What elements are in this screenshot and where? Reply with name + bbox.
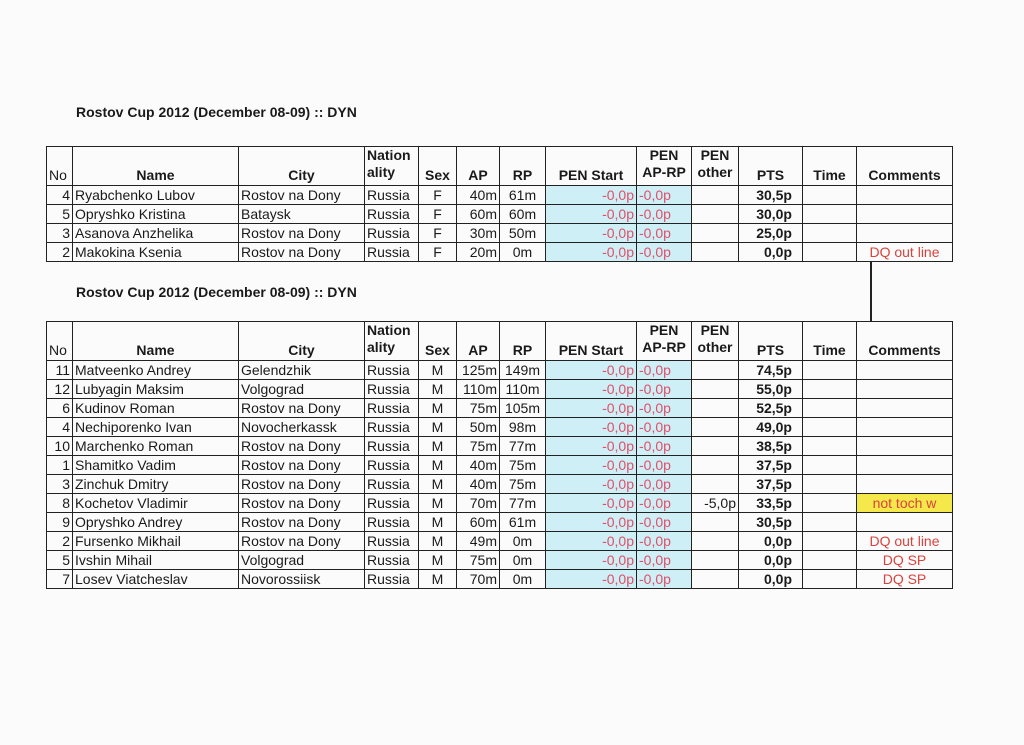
- comment: [857, 475, 953, 494]
- header-nationality-text-2: ality: [367, 164, 396, 180]
- realized-performance: 75m: [500, 475, 546, 494]
- row-number: 7: [47, 570, 73, 589]
- row-number: 5: [47, 205, 73, 224]
- time: [803, 380, 857, 399]
- header-no-text-1: No: [49, 342, 67, 358]
- section-title-men: Rostov Cup 2012 (December 08-09) :: DYN: [76, 284, 357, 300]
- penalty-other: [692, 380, 739, 399]
- athlete-name: Asanova Anzhelika: [73, 224, 239, 243]
- athlete-nationality: Russia: [365, 513, 419, 532]
- points: 0,0p: [739, 570, 803, 589]
- realized-performance: 110m: [500, 380, 546, 399]
- athlete-nationality: Russia: [365, 399, 419, 418]
- realized-performance: 0m: [500, 532, 546, 551]
- penalty-other: [692, 243, 739, 262]
- header-time-text-1: Time: [813, 167, 846, 183]
- header-no: [47, 147, 73, 186]
- header-pen-start-text-1: PEN Start: [558, 167, 624, 183]
- row-number: 5: [47, 551, 73, 570]
- header-row: [47, 322, 953, 361]
- row-number: 4: [47, 418, 73, 437]
- penalty-start: -0,0p: [546, 437, 637, 456]
- penalty-other: -5,0p: [692, 494, 739, 513]
- athlete-city: Novorossiisk: [239, 570, 365, 589]
- comment: DQ SP: [857, 551, 953, 570]
- athlete-nationality: Russia: [365, 475, 419, 494]
- table-row: [47, 532, 953, 551]
- athlete-name: Matveenko Andrey: [73, 361, 239, 380]
- athlete-sex: F: [419, 186, 457, 205]
- athlete-name: Fursenko Mikhail: [73, 532, 239, 551]
- table-row: [47, 456, 953, 475]
- points: 30,5p: [739, 513, 803, 532]
- table-row: [47, 205, 953, 224]
- athlete-nationality: Russia: [365, 418, 419, 437]
- header-no: [47, 322, 73, 361]
- header-pen-other: [692, 147, 739, 186]
- penalty-start: -0,0p: [546, 456, 637, 475]
- penalty-other: [692, 551, 739, 570]
- points: 30,5p: [739, 186, 803, 205]
- penalty-ap-rp: -0,0p: [637, 532, 692, 551]
- header-sex: [419, 322, 457, 361]
- athlete-sex: M: [419, 532, 457, 551]
- table-row: [47, 570, 953, 589]
- comment: DQ SP: [857, 570, 953, 589]
- penalty-other: [692, 513, 739, 532]
- realized-performance: 149m: [500, 361, 546, 380]
- athlete-sex: M: [419, 380, 457, 399]
- time: [803, 205, 857, 224]
- header-pen-start: [546, 147, 637, 186]
- athlete-city: Rostov na Dony: [239, 494, 365, 513]
- athlete-city: Rostov na Dony: [239, 532, 365, 551]
- header-pen-ap-rp-text-1: PEN: [649, 147, 679, 163]
- points: 0,0p: [739, 532, 803, 551]
- comment: [857, 224, 953, 243]
- announced-performance: 75m: [457, 437, 500, 456]
- realized-performance: 50m: [500, 224, 546, 243]
- header-sex-text-1: Sex: [425, 167, 450, 183]
- header-time-text-1: Time: [813, 342, 846, 358]
- header-rp: [500, 322, 546, 361]
- row-number: 12: [47, 380, 73, 399]
- realized-performance: 77m: [500, 494, 546, 513]
- announced-performance: 30m: [457, 224, 500, 243]
- comment: [857, 186, 953, 205]
- athlete-name: Lubyagin Maksim: [73, 380, 239, 399]
- time: [803, 243, 857, 262]
- athlete-city: Rostov na Dony: [239, 456, 365, 475]
- header-pen-ap-rp: [637, 147, 692, 186]
- penalty-start: -0,0p: [546, 243, 637, 262]
- header-time: [803, 322, 857, 361]
- table-row: [47, 361, 953, 380]
- comment: DQ out line: [857, 243, 953, 262]
- header-pen-ap-rp: [637, 322, 692, 361]
- penalty-other: [692, 186, 739, 205]
- table-row: [47, 243, 953, 262]
- header-time: [803, 147, 857, 186]
- header-name-text-1: Name: [136, 342, 175, 358]
- results-table-men: [46, 321, 953, 589]
- realized-performance: 0m: [500, 243, 546, 262]
- header-pen-ap-rp-text-2: AP-RP: [642, 164, 686, 180]
- time: [803, 437, 857, 456]
- announced-performance: 40m: [457, 456, 500, 475]
- header-no-text-1: No: [49, 167, 67, 183]
- athlete-nationality: Russia: [365, 205, 419, 224]
- time: [803, 456, 857, 475]
- header-pen-other-text-1: PEN: [700, 322, 730, 338]
- announced-performance: 75m: [457, 399, 500, 418]
- athlete-sex: F: [419, 243, 457, 262]
- penalty-other: [692, 475, 739, 494]
- penalty-other: [692, 532, 739, 551]
- points: 49,0p: [739, 418, 803, 437]
- athlete-sex: F: [419, 224, 457, 243]
- penalty-ap-rp: -0,0p: [637, 224, 692, 243]
- header-rp: [500, 147, 546, 186]
- announced-performance: 110m: [457, 380, 500, 399]
- row-number: 3: [47, 475, 73, 494]
- row-number: 2: [47, 243, 73, 262]
- realized-performance: 0m: [500, 570, 546, 589]
- penalty-other: [692, 399, 739, 418]
- penalty-ap-rp: -0,0p: [637, 456, 692, 475]
- athlete-nationality: Russia: [365, 243, 419, 262]
- athlete-city: Rostov na Dony: [239, 224, 365, 243]
- athlete-city: Gelendzhik: [239, 361, 365, 380]
- header-city: [239, 322, 365, 361]
- athlete-sex: F: [419, 205, 457, 224]
- athlete-name: Opryshko Kristina: [73, 205, 239, 224]
- athlete-sex: M: [419, 361, 457, 380]
- announced-performance: 70m: [457, 570, 500, 589]
- row-number: 3: [47, 224, 73, 243]
- row-number: 6: [47, 399, 73, 418]
- points: 0,0p: [739, 243, 803, 262]
- header-name-text-1: Name: [136, 167, 175, 183]
- athlete-name: Ryabchenko Lubov: [73, 186, 239, 205]
- realized-performance: 60m: [500, 205, 546, 224]
- athlete-name: Kudinov Roman: [73, 399, 239, 418]
- header-nationality: [365, 147, 419, 186]
- header-pen-ap-rp-text-2: AP-RP: [642, 339, 686, 355]
- athlete-name: Nechiporenko Ivan: [73, 418, 239, 437]
- athlete-city: Novocherkassk: [239, 418, 365, 437]
- announced-performance: 125m: [457, 361, 500, 380]
- header-nationality: [365, 322, 419, 361]
- athlete-nationality: Russia: [365, 437, 419, 456]
- athlete-city: Bataysk: [239, 205, 365, 224]
- penalty-start: -0,0p: [546, 513, 637, 532]
- header-city: [239, 147, 365, 186]
- athlete-name: Kochetov Vladimir: [73, 494, 239, 513]
- header-row: [47, 147, 953, 186]
- athlete-sex: M: [419, 551, 457, 570]
- row-number: 8: [47, 494, 73, 513]
- athlete-nationality: Russia: [365, 361, 419, 380]
- athlete-nationality: Russia: [365, 186, 419, 205]
- penalty-start: -0,0p: [546, 361, 637, 380]
- athlete-city: Rostov na Dony: [239, 243, 365, 262]
- penalty-ap-rp: -0,0p: [637, 570, 692, 589]
- athlete-sex: M: [419, 570, 457, 589]
- realized-performance: 75m: [500, 456, 546, 475]
- athlete-city: Rostov na Dony: [239, 475, 365, 494]
- header-sex: [419, 147, 457, 186]
- header-nationality-text-1: Nation: [367, 147, 411, 163]
- penalty-start: -0,0p: [546, 418, 637, 437]
- header-pen-other-text-1: PEN: [700, 147, 730, 163]
- penalty-ap-rp: -0,0p: [637, 361, 692, 380]
- penalty-ap-rp: -0,0p: [637, 437, 692, 456]
- comment: [857, 513, 953, 532]
- realized-performance: 77m: [500, 437, 546, 456]
- announced-performance: 70m: [457, 494, 500, 513]
- header-pen-other-text-2: other: [697, 164, 733, 180]
- athlete-nationality: Russia: [365, 494, 419, 513]
- announced-performance: 60m: [457, 513, 500, 532]
- penalty-start: -0,0p: [546, 186, 637, 205]
- penalty-ap-rp: -0,0p: [637, 551, 692, 570]
- header-nationality-text-2: ality: [367, 339, 396, 355]
- penalty-ap-rp: -0,0p: [637, 243, 692, 262]
- table-row: [47, 418, 953, 437]
- announced-performance: 40m: [457, 475, 500, 494]
- athlete-name: Opryshko Andrey: [73, 513, 239, 532]
- time: [803, 399, 857, 418]
- announced-performance: 75m: [457, 551, 500, 570]
- header-comments: [857, 147, 953, 186]
- header-pts-text-1: PTS: [756, 167, 785, 183]
- header-pts: [739, 322, 803, 361]
- athlete-name: Shamitko Vadim: [73, 456, 239, 475]
- athlete-nationality: Russia: [365, 532, 419, 551]
- header-pen-start: [546, 322, 637, 361]
- table-row: [47, 494, 953, 513]
- divider-line: [870, 262, 872, 322]
- penalty-start: -0,0p: [546, 570, 637, 589]
- penalty-start: -0,0p: [546, 380, 637, 399]
- penalty-start: -0,0p: [546, 494, 637, 513]
- points: 37,5p: [739, 456, 803, 475]
- athlete-city: Rostov na Dony: [239, 437, 365, 456]
- comment: not toch w: [857, 494, 953, 513]
- realized-performance: 105m: [500, 399, 546, 418]
- penalty-start: -0,0p: [546, 205, 637, 224]
- athlete-sex: M: [419, 437, 457, 456]
- athlete-nationality: Russia: [365, 224, 419, 243]
- header-pen-other: [692, 322, 739, 361]
- penalty-start: -0,0p: [546, 224, 637, 243]
- athlete-nationality: Russia: [365, 456, 419, 475]
- penalty-other: [692, 361, 739, 380]
- points: 30,0p: [739, 205, 803, 224]
- comment: [857, 380, 953, 399]
- athlete-sex: M: [419, 456, 457, 475]
- points: 37,5p: [739, 475, 803, 494]
- athlete-name: Losev Viatcheslav: [73, 570, 239, 589]
- header-pts-text-1: PTS: [756, 342, 785, 358]
- row-number: 10: [47, 437, 73, 456]
- header-comments-text-1: Comments: [868, 342, 941, 358]
- header-ap-text-1: AP: [468, 167, 488, 183]
- penalty-ap-rp: -0,0p: [637, 205, 692, 224]
- penalty-other: [692, 456, 739, 475]
- table-row: [47, 380, 953, 399]
- header-rp-text-1: RP: [512, 167, 533, 183]
- header-sex-text-1: Sex: [425, 342, 450, 358]
- row-number: 4: [47, 186, 73, 205]
- penalty-ap-rp: -0,0p: [637, 475, 692, 494]
- athlete-name: Ivshin Mihail: [73, 551, 239, 570]
- comment: [857, 399, 953, 418]
- points: 38,5p: [739, 437, 803, 456]
- penalty-start: -0,0p: [546, 532, 637, 551]
- points: 52,5p: [739, 399, 803, 418]
- points: 74,5p: [739, 361, 803, 380]
- header-comments: [857, 322, 953, 361]
- comment: [857, 437, 953, 456]
- time: [803, 475, 857, 494]
- time: [803, 513, 857, 532]
- header-city-text-1: City: [288, 167, 315, 183]
- time: [803, 494, 857, 513]
- comment: [857, 361, 953, 380]
- athlete-city: Volgograd: [239, 551, 365, 570]
- athlete-sex: M: [419, 494, 457, 513]
- comment: DQ out line: [857, 532, 953, 551]
- header-rp-text-1: RP: [512, 342, 533, 358]
- table-row: [47, 399, 953, 418]
- announced-performance: 49m: [457, 532, 500, 551]
- table-row: [47, 186, 953, 205]
- penalty-start: -0,0p: [546, 551, 637, 570]
- penalty-other: [692, 570, 739, 589]
- table-row: [47, 475, 953, 494]
- time: [803, 551, 857, 570]
- athlete-nationality: Russia: [365, 570, 419, 589]
- results-table-women: [46, 146, 953, 262]
- table-row: [47, 551, 953, 570]
- header-city-text-1: City: [288, 342, 315, 358]
- header-ap: [457, 322, 500, 361]
- athlete-city: Rostov na Dony: [239, 186, 365, 205]
- header-ap: [457, 147, 500, 186]
- time: [803, 186, 857, 205]
- realized-performance: 98m: [500, 418, 546, 437]
- table-row: [47, 437, 953, 456]
- section-title-women: Rostov Cup 2012 (December 08-09) :: DYN: [76, 104, 357, 120]
- penalty-other: [692, 418, 739, 437]
- row-number: 2: [47, 532, 73, 551]
- penalty-start: -0,0p: [546, 475, 637, 494]
- points: 25,0p: [739, 224, 803, 243]
- penalty-ap-rp: -0,0p: [637, 494, 692, 513]
- row-number: 9: [47, 513, 73, 532]
- points: 33,5p: [739, 494, 803, 513]
- penalty-ap-rp: -0,0p: [637, 186, 692, 205]
- time: [803, 361, 857, 380]
- header-pts: [739, 147, 803, 186]
- table-row: [47, 224, 953, 243]
- row-number: 11: [47, 361, 73, 380]
- athlete-city: Rostov na Dony: [239, 513, 365, 532]
- athlete-city: Volgograd: [239, 380, 365, 399]
- comment: [857, 205, 953, 224]
- row-number: 1: [47, 456, 73, 475]
- time: [803, 224, 857, 243]
- comment: [857, 456, 953, 475]
- penalty-other: [692, 437, 739, 456]
- penalty-start: -0,0p: [546, 399, 637, 418]
- penalty-ap-rp: -0,0p: [637, 418, 692, 437]
- table-row: [47, 513, 953, 532]
- header-name: [73, 147, 239, 186]
- athlete-sex: M: [419, 475, 457, 494]
- header-comments-text-1: Comments: [868, 167, 941, 183]
- penalty-ap-rp: -0,0p: [637, 399, 692, 418]
- athlete-nationality: Russia: [365, 380, 419, 399]
- comment: [857, 418, 953, 437]
- time: [803, 570, 857, 589]
- points: 55,0p: [739, 380, 803, 399]
- header-ap-text-1: AP: [468, 342, 488, 358]
- header-nationality-text-1: Nation: [367, 322, 411, 338]
- realized-performance: 0m: [500, 551, 546, 570]
- athlete-sex: M: [419, 399, 457, 418]
- athlete-city: Rostov na Dony: [239, 399, 365, 418]
- header-pen-other-text-2: other: [697, 339, 733, 355]
- header-pen-start-text-1: PEN Start: [558, 342, 624, 358]
- time: [803, 532, 857, 551]
- header-name: [73, 322, 239, 361]
- header-pen-ap-rp-text-1: PEN: [649, 322, 679, 338]
- athlete-name: Zinchuk Dmitry: [73, 475, 239, 494]
- athlete-name: Makokina Ksenia: [73, 243, 239, 262]
- athlete-name: Marchenko Roman: [73, 437, 239, 456]
- announced-performance: 40m: [457, 186, 500, 205]
- athlete-sex: M: [419, 513, 457, 532]
- announced-performance: 60m: [457, 205, 500, 224]
- announced-performance: 20m: [457, 243, 500, 262]
- realized-performance: 61m: [500, 513, 546, 532]
- athlete-sex: M: [419, 418, 457, 437]
- points: 0,0p: [739, 551, 803, 570]
- penalty-other: [692, 224, 739, 243]
- time: [803, 418, 857, 437]
- athlete-nationality: Russia: [365, 551, 419, 570]
- realized-performance: 61m: [500, 186, 546, 205]
- announced-performance: 50m: [457, 418, 500, 437]
- penalty-ap-rp: -0,0p: [637, 513, 692, 532]
- penalty-other: [692, 205, 739, 224]
- penalty-ap-rp: -0,0p: [637, 380, 692, 399]
